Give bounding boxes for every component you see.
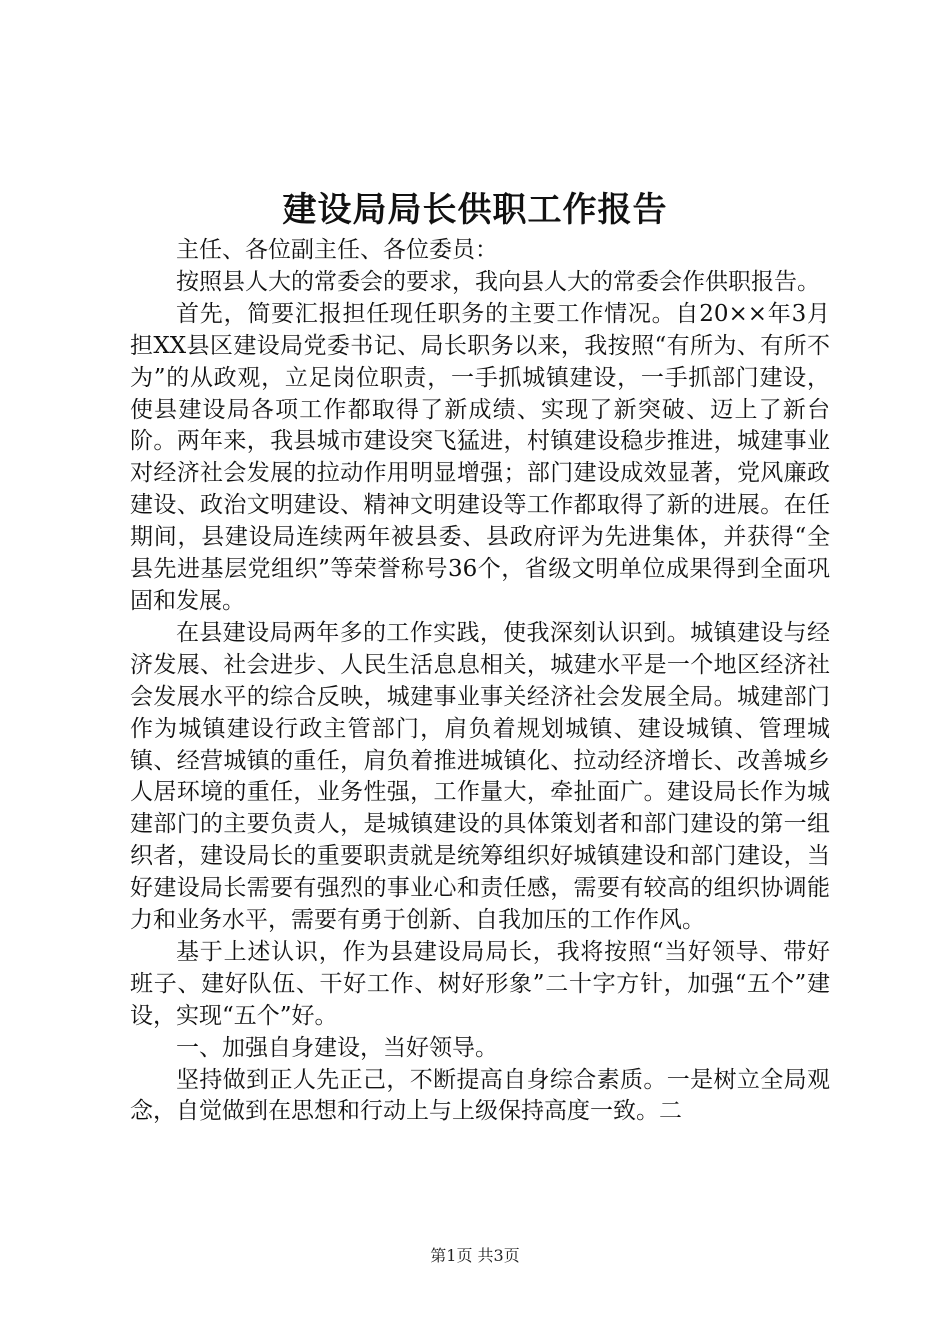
salutation-paragraph: 主任、各位副主任、各位委员： [176,237,498,263]
work-summary-paragraph: 首先，简要汇报担任现任职务的主要工作情况。自20××年3月担XX县区建设局党委书记、局长职务以来，我按照“有所为、有所不为”的从政观，立足岗位职责，一手抓城镇建设，一手抓部门建设，使县建设局各项工作都取得了新成绩、实现了新突破、迈上了新台阶。两年来，我县城市建设突飞猛进，村镇建设稳步推进，城建事业对经济社会发展的拉动作用明显增强；部门建设成效显著，党风廉政建设、政治文明建设、精神文明建设等工作都取得了新的进展。在任期间，县建设局连续两年被县委、县政府评为先进集体，并获得“全县先进基层党组织”等荣誉称号36个，省级文明单位成果得到全面巩固和发展。 [130,300,830,614]
section-body-paragraph: 坚持做到正人先正己，不断提高自身综合素质。一是树立全局观念，自觉做到在思想和行动上与上级保持高度一致。二 [130,1066,830,1125]
document-body [130,235,830,1128]
page-number-footer: 第1页 共3页 [430,1246,520,1265]
section-heading-paragraph: 一、加强自身建设，当好领导。 [176,1034,498,1061]
plan-paragraph: 基于上述认识，作为县建设局局长，我将按照“当好领导、带好班子、建好队伍、干好工作、树好形象”二十字方针，加强“五个”建设，实现“五个”好。 [130,938,830,1029]
document-title: 建设局局长供职工作报告 [282,190,668,230]
understanding-paragraph: 在县建设局两年多的工作实践，使我深刻认识到。城镇建设与经济发展、社会进步、人民生活息息相关，城建水平是一个地区经济社会发展水平的综合反映，城建事业事关经济社会发展全局。城建部门作为城镇建设行政主管部门，肩负着规划城镇、建设城镇、管理城镇、经营城镇的重任，肩负着推进城镇化、拉动经济增长、改善城乡人居环境的重任，业务性强，工作量大，牵扯面广。建设局长作为城建部门的主要负责人，是城镇建设的具体策划者和部门建设的第一组织者，建设局长的重要职责就是统筹组织好城镇建设和部门建设，当好建设局长需要有强烈的事业心和责任感，需要有较高的组织协调能力和业务水平，需要有勇于创新、自我加压的工作作风。 [130,619,830,934]
intro-paragraph: 按照县人大的常委会的要求，我向县人大的常委会作供职报告。 [176,268,820,295]
